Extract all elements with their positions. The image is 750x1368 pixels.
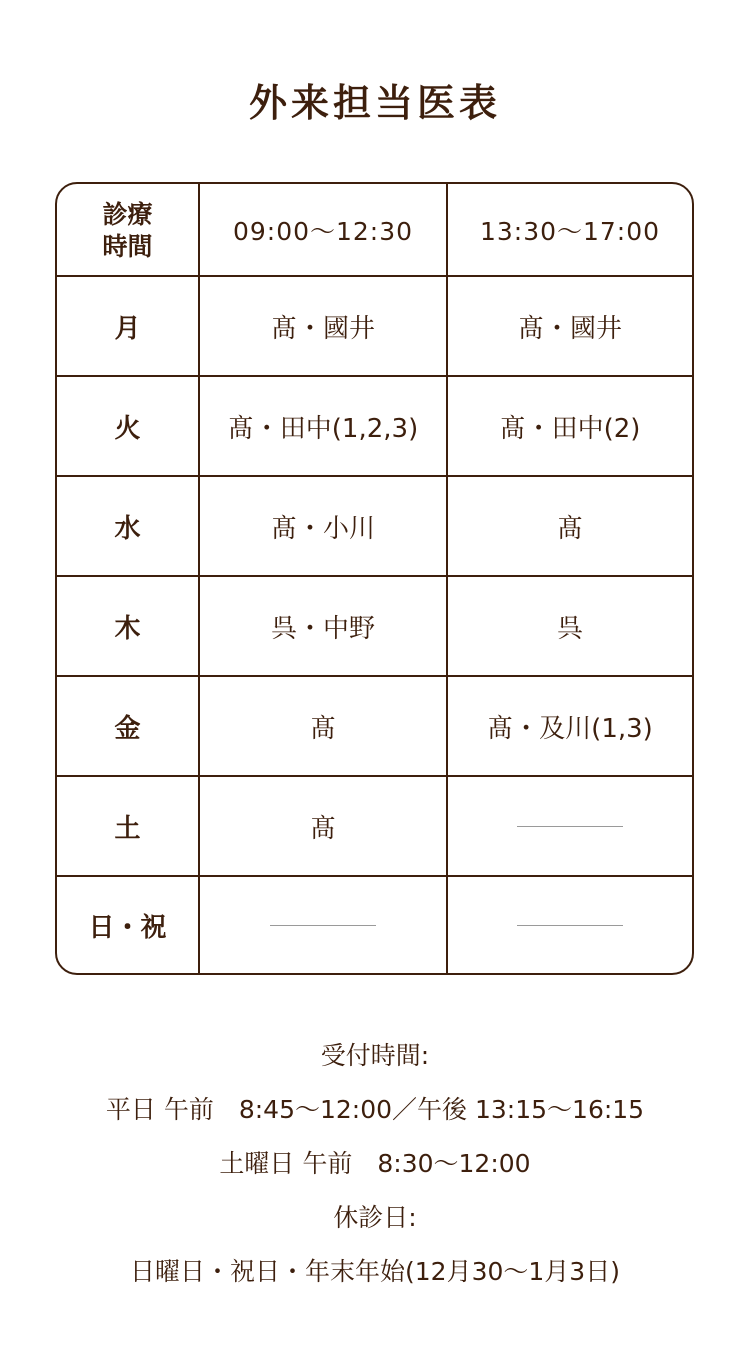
am-doctor-cell [200, 277, 448, 375]
header-label-cell [57, 184, 200, 275]
no-clinic-dash [517, 826, 623, 827]
pm-doctor-cell [448, 777, 692, 875]
pm-doctor-cell [448, 577, 692, 675]
page-title: 外来担当医表 [248, 81, 501, 125]
day-label: 木 [114, 613, 141, 644]
schedule-table [55, 182, 694, 975]
header-am-cell [200, 184, 448, 275]
table-row [57, 877, 692, 973]
no-clinic-dash [517, 925, 623, 926]
am-doctor-cell [200, 677, 448, 775]
doctor-names: 髙 [556, 513, 583, 544]
day-cell [57, 477, 200, 575]
doctor-names: 髙・及川(1,3) [487, 713, 653, 744]
table-body [57, 277, 692, 973]
am-doctor-cell [200, 777, 448, 875]
day-label: 月 [114, 313, 141, 344]
pm-doctor-cell [448, 877, 692, 973]
day-label: 金 [114, 713, 141, 744]
header-am-time: 09:00〜12:30 [232, 216, 414, 246]
doctor-names: 髙・田中(1,2,3) [227, 413, 419, 444]
day-cell [57, 677, 200, 775]
day-label: 土 [114, 813, 141, 844]
am-doctor-cell [200, 877, 448, 973]
doctor-names: 髙・田中(2) [499, 413, 641, 444]
table-row [57, 677, 692, 777]
day-cell [57, 777, 200, 875]
table-row [57, 477, 692, 577]
doctor-names: 髙 [309, 713, 336, 744]
day-label: 火 [114, 413, 141, 444]
pm-doctor-cell [448, 477, 692, 575]
am-doctor-cell [200, 477, 448, 575]
day-cell [57, 577, 200, 675]
am-doctor-cell [200, 377, 448, 475]
doctor-names: 呉 [556, 613, 583, 644]
day-label: 水 [114, 513, 141, 544]
day-cell [57, 877, 200, 973]
doctor-names: 髙・國井 [270, 313, 375, 344]
pm-doctor-cell [448, 377, 692, 475]
pm-doctor-cell [448, 277, 692, 375]
doctor-names: 髙・小川 [270, 513, 375, 544]
closed-days-label: 休診日: [333, 1203, 417, 1232]
header-pm-time: 13:30〜17:00 [479, 216, 661, 246]
am-doctor-cell [200, 577, 448, 675]
reception-info [0, 1033, 750, 1303]
reception-hours-label: 受付時間: [320, 1041, 430, 1070]
pm-doctor-cell [448, 677, 692, 775]
doctor-names: 呉・中野 [270, 613, 375, 644]
header-pm-cell [448, 184, 692, 275]
doctor-names: 髙・國井 [517, 313, 622, 344]
table-row [57, 377, 692, 477]
closed-days: 日曜日・祝日・年末年始(12月30〜1月3日) [130, 1257, 620, 1286]
table-row [57, 577, 692, 677]
day-cell [57, 277, 200, 375]
table-row [57, 777, 692, 877]
header-label: 診療 時間 [102, 199, 153, 261]
saturday-hours: 土曜日 午前 8:30〜12:00 [219, 1149, 531, 1178]
day-cell [57, 377, 200, 475]
weekday-hours: 平日 午前 8:45〜12:00／午後 13:15〜16:15 [105, 1095, 645, 1124]
day-label: 日・祝 [88, 912, 167, 943]
no-clinic-dash [270, 925, 376, 926]
doctor-names: 髙 [309, 813, 336, 844]
table-header-row [57, 184, 692, 277]
table-row [57, 277, 692, 377]
